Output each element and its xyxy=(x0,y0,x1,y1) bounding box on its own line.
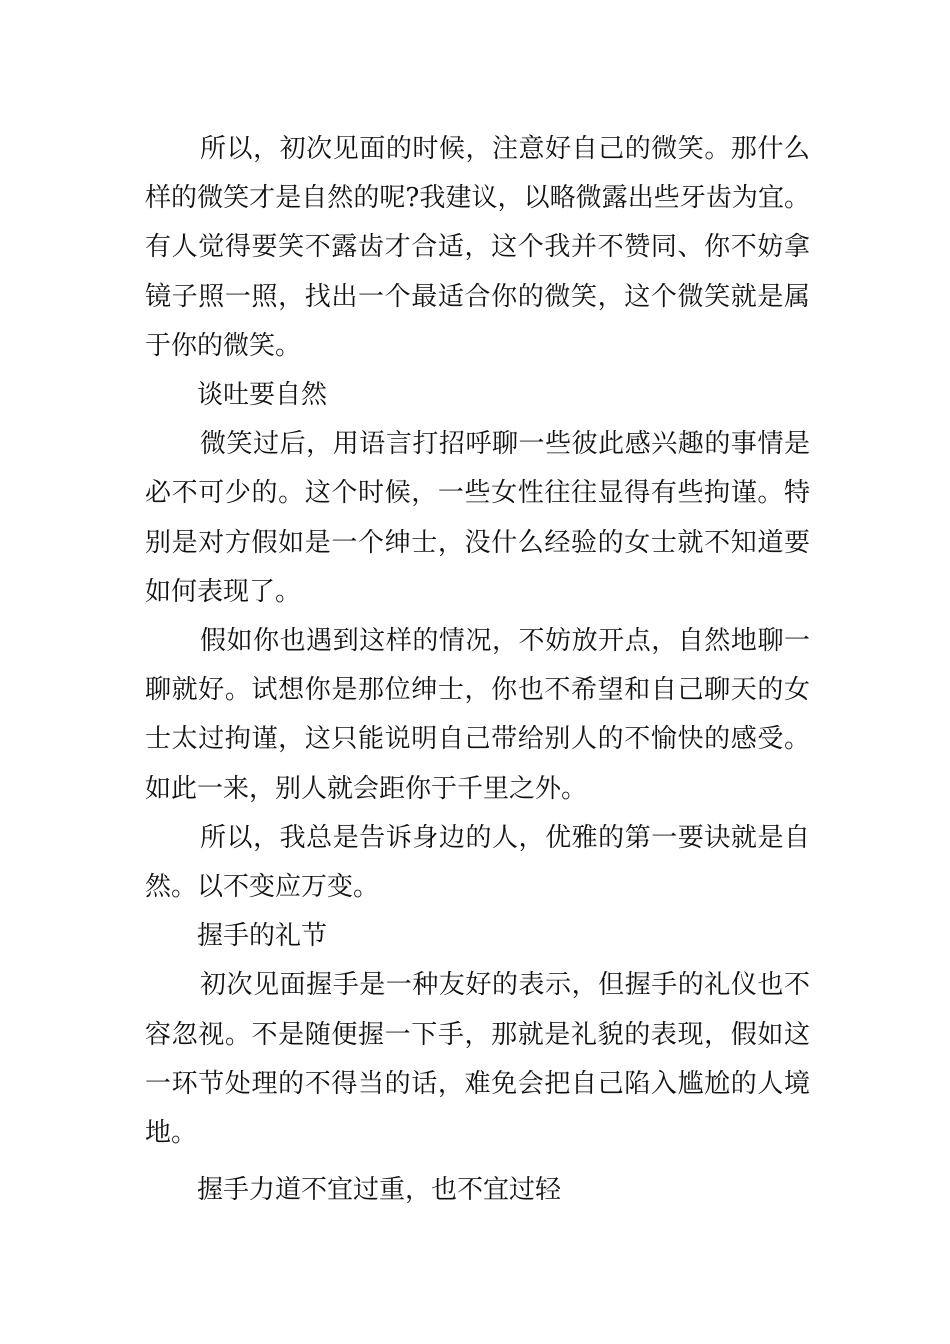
paragraph-relax-advice: 假如你也遇到这样的情况，不妨放开点，自然地聊一聊就好。试想你是那位绅士，你也不希望和自己聊天的女士太过拘谨，这只能说明自己带给别人的不愉快的感受。如此一来，别人就会距你于千里之外。 xyxy=(145,626,810,804)
document-body xyxy=(145,125,810,1215)
section-heading-natural-speech: 谈吐要自然 xyxy=(197,380,328,411)
section-heading-handshake-strength: 握手力道不宜过重，也不宜过轻 xyxy=(197,1175,562,1206)
paragraph-smile-advice: 所以，初次见面的时候，注意好自己的微笑。那什么样的微笑才是自然的呢?我建议，以略微露出些牙齿为宜。有人觉得要笑不露齿才合适，这个我并不赞同、你不妨拿镜子照一照，找出一个最适合你的微笑，这个微笑就是属于你的微笑。 xyxy=(145,134,810,361)
paragraph-after-smile: 微笑过后，用语言打招呼聊一些彼此感兴趣的事情是必不可少的。这个时候，一些女性往往显得有些拘谨。特别是对方假如是一个绅士，没什么经验的女士就不知道要如何表现了。 xyxy=(145,429,810,607)
section-heading-handshake-etiquette: 握手的礼节 xyxy=(197,921,328,952)
paragraph-elegance-rule: 所以，我总是告诉身边的人，优雅的第一要诀就是自然。以不变应万变。 xyxy=(145,822,810,903)
paragraph-handshake-intro: 初次见面握手是一种友好的表示，但握手的礼仪也不容忽视。不是随便握一下手，那就是礼貌的表现，假如这一环节处理的不得当的话，难免会把自己陷入尴尬的人境地。 xyxy=(145,970,810,1149)
